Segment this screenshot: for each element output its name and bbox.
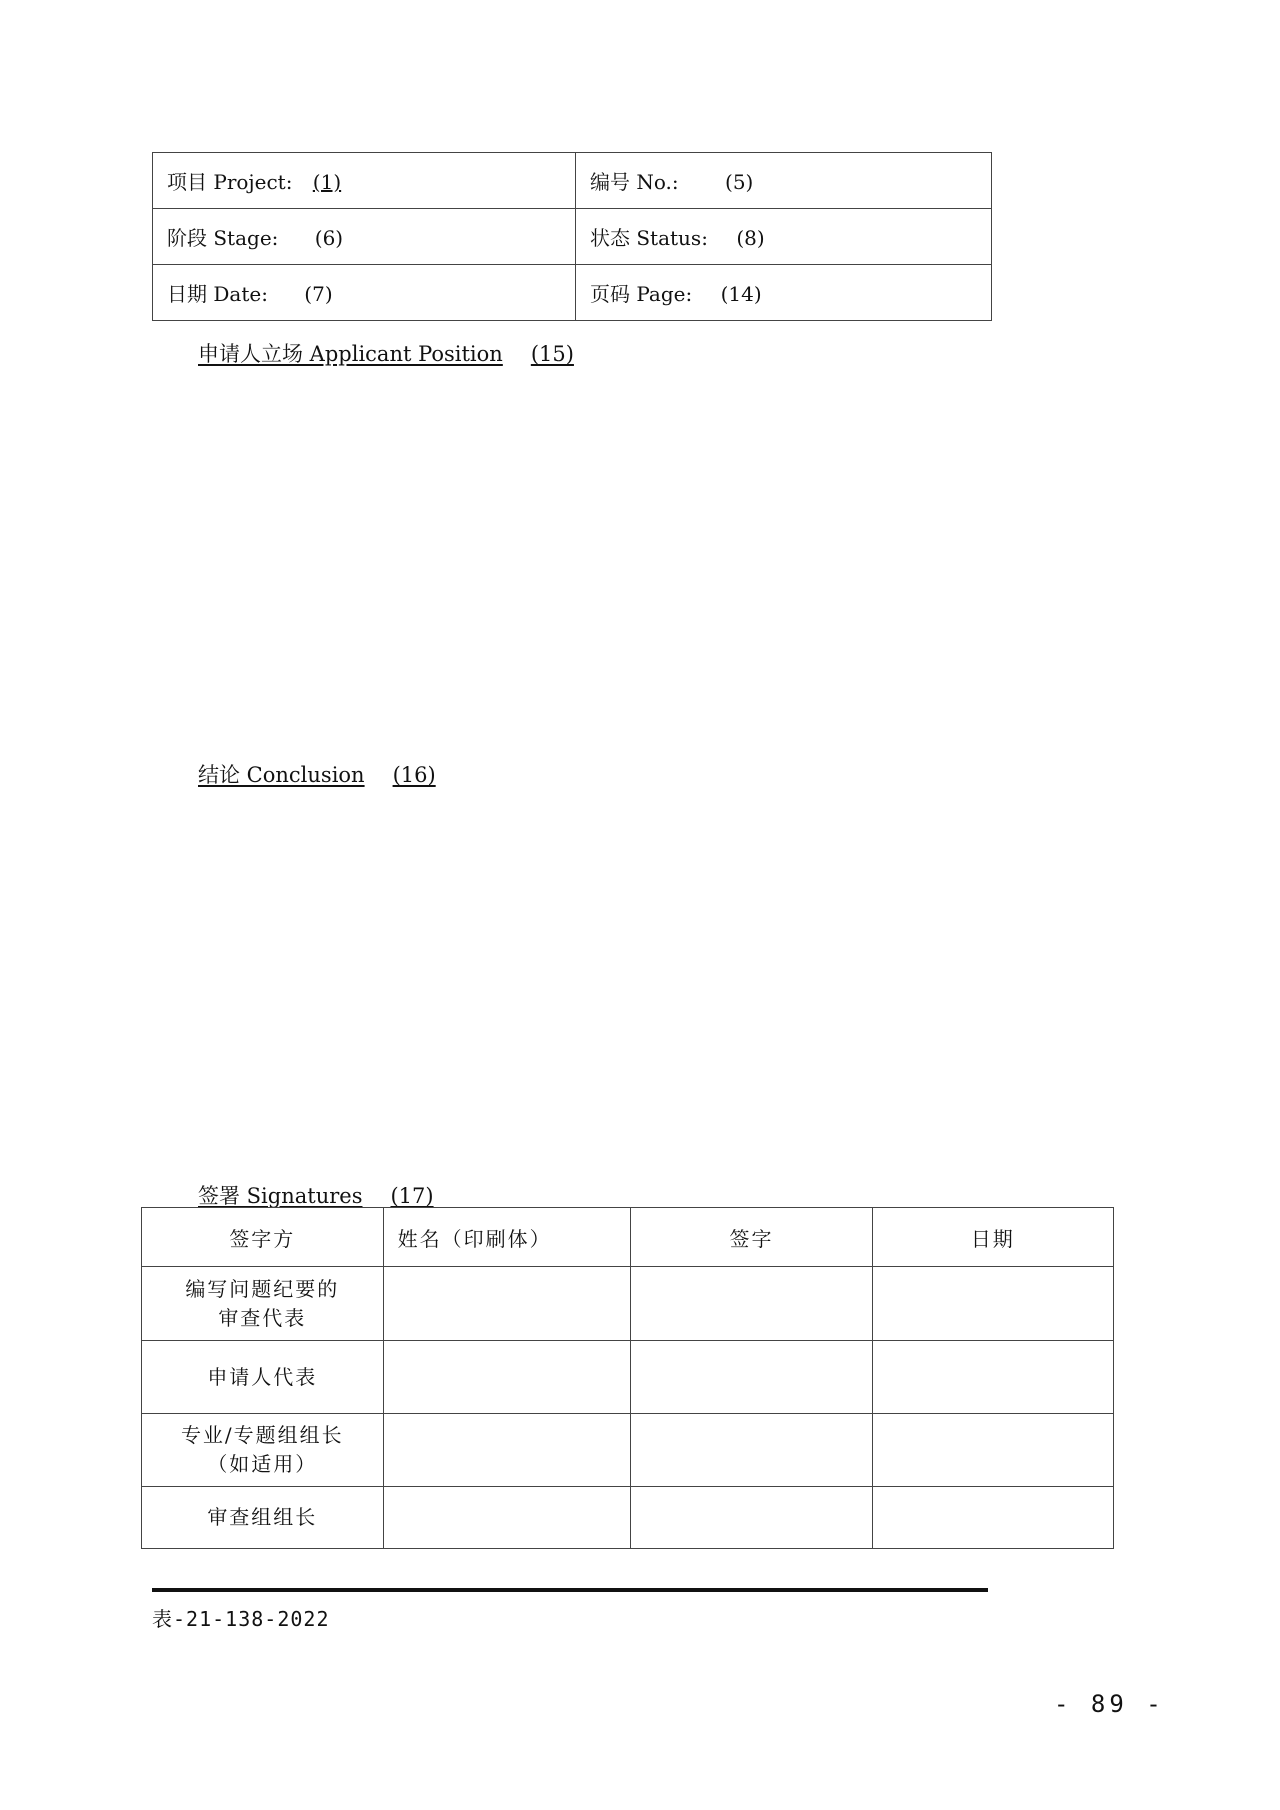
project-value: (1) [312,170,342,194]
printed-name-cell[interactable] [383,1341,631,1414]
header-signatory: 签字方 [142,1208,384,1267]
info-row-stage [153,209,992,265]
date-value: (7) [304,282,333,306]
signature-cell[interactable] [631,1341,872,1414]
printed-name-cell[interactable] [383,1487,631,1549]
signatures-table [141,1207,1114,1549]
signatures-number: (17) [390,1184,434,1208]
signatures-header-row [142,1208,1114,1267]
page-cell [576,265,992,321]
signatory-group-leader: 专业/专题组组长 （如适用） [142,1414,384,1487]
signatures-heading [198,1180,434,1210]
date-cell[interactable] [872,1414,1113,1487]
date-cell[interactable] [872,1267,1113,1341]
number-cell [576,153,992,209]
project-label: 项目 Project: [167,170,293,194]
table-row [142,1341,1114,1414]
document-info-table [152,152,992,321]
footer-divider [152,1588,988,1592]
number-label: 编号 No.: [590,170,679,194]
applicant-position-label: 申请人立场 Applicant Position [198,342,503,366]
header-printed-name: 姓名（印刷体） [383,1208,631,1267]
signature-cell[interactable] [631,1414,872,1487]
page-value: (14) [720,282,762,306]
table-row [142,1414,1114,1487]
stage-label: 阶段 Stage: [167,226,279,250]
number-value: (5) [725,170,754,194]
table-row [142,1487,1114,1549]
info-row-project [153,153,992,209]
signatory-applicant-representative: 申请人代表 [142,1341,384,1414]
signature-cell[interactable] [631,1487,872,1549]
conclusion-label: 结论 Conclusion [198,763,365,787]
conclusion-number: (16) [392,763,436,787]
page-number: - 89 - [1054,1690,1165,1718]
date-cell [153,265,576,321]
printed-name-cell[interactable] [383,1267,631,1341]
stage-value: (6) [314,226,344,250]
printed-name-cell[interactable] [383,1414,631,1487]
form-code: 表-21-138-2022 [152,1607,330,1631]
signatory-review-representative: 编写问题纪要的 审查代表 [142,1267,384,1341]
signature-cell[interactable] [631,1267,872,1341]
header-signature: 签字 [631,1208,872,1267]
header-date: 日期 [872,1208,1113,1267]
page-label: 页码 Page: [590,282,693,306]
date-cell[interactable] [872,1487,1113,1549]
project-cell [153,153,576,209]
conclusion-heading [198,759,436,789]
date-label: 日期 Date: [167,282,268,306]
signatory-review-team-leader: 审查组组长 [142,1487,384,1549]
applicant-position-heading [198,338,574,368]
table-row [142,1267,1114,1341]
status-cell [576,209,992,265]
applicant-position-number: (15) [530,342,574,366]
signatures-label: 签署 Signatures [198,1184,363,1208]
status-value: (8) [736,226,765,250]
status-label: 状态 Status: [590,226,708,250]
info-row-date [153,265,992,321]
date-cell[interactable] [872,1341,1113,1414]
stage-cell [153,209,576,265]
